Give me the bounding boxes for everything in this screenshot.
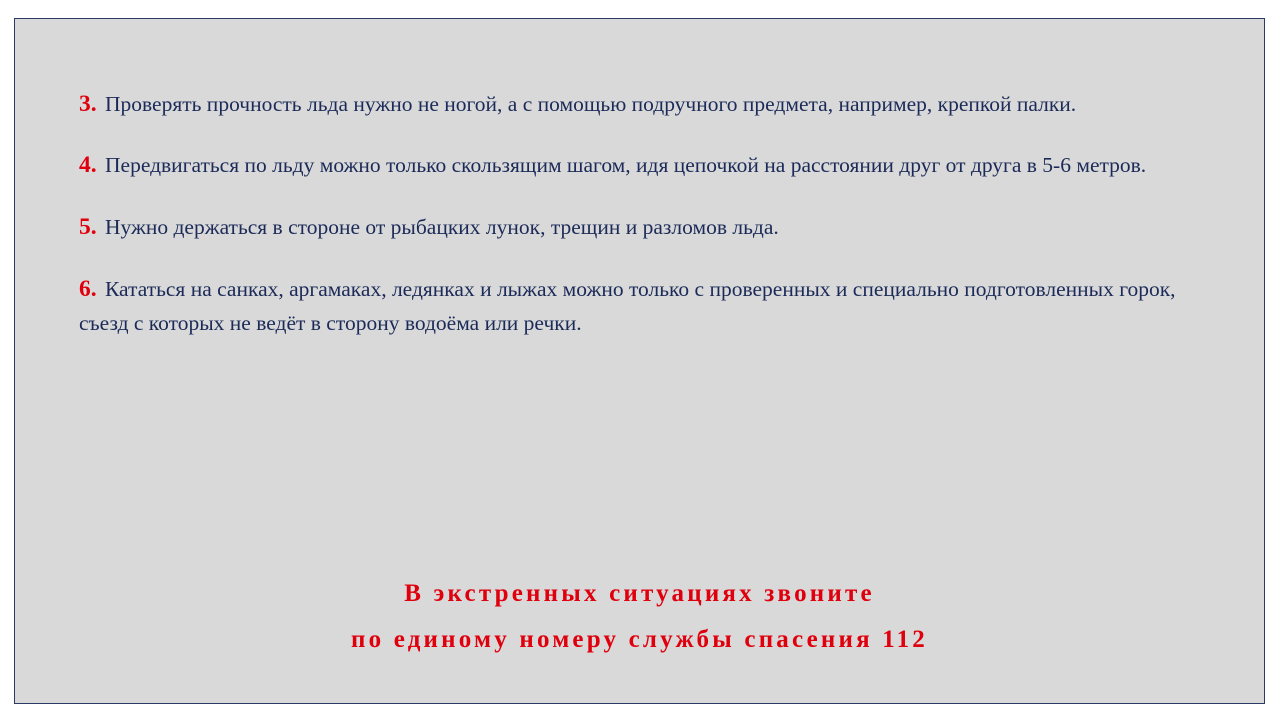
list-item-text: Кататься на санках, аргамаках, ледянках и лыжах можно только с проверенных и специально подготовленных горок, съезд с которых не ведёт в сторону водоёма или речки.	[79, 276, 1176, 336]
emergency-notice-line-1: В экстренных ситуациях звоните	[404, 580, 875, 607]
list-item	[79, 272, 1216, 340]
list-item	[79, 210, 1216, 246]
list-item-text: Проверять прочность льда нужно не ногой, а с помощью подручного предмета, например, крепкой палки.	[105, 91, 1077, 116]
list-item-number: 3.	[79, 90, 97, 117]
list-item-number: 6.	[79, 275, 97, 302]
list-item-number: 5.	[79, 213, 97, 240]
list-item	[79, 148, 1216, 184]
list-item	[79, 87, 1216, 123]
list-item-text: Передвигаться по льду можно только скользящим шагом, идя цепочкой на расстоянии друг от друга в 5-6 метров.	[105, 153, 1147, 178]
emergency-notice-line-2: по единому номеру службы спасения 112	[350, 626, 929, 654]
rules-list	[79, 65, 1216, 366]
list-item-text: Нужно держаться в стороне от рыбацких лунок, трещин и разломов льда.	[105, 214, 779, 239]
slide	[14, 18, 1265, 704]
emergency-notice	[15, 571, 1264, 664]
list-item-number: 4.	[79, 152, 97, 179]
